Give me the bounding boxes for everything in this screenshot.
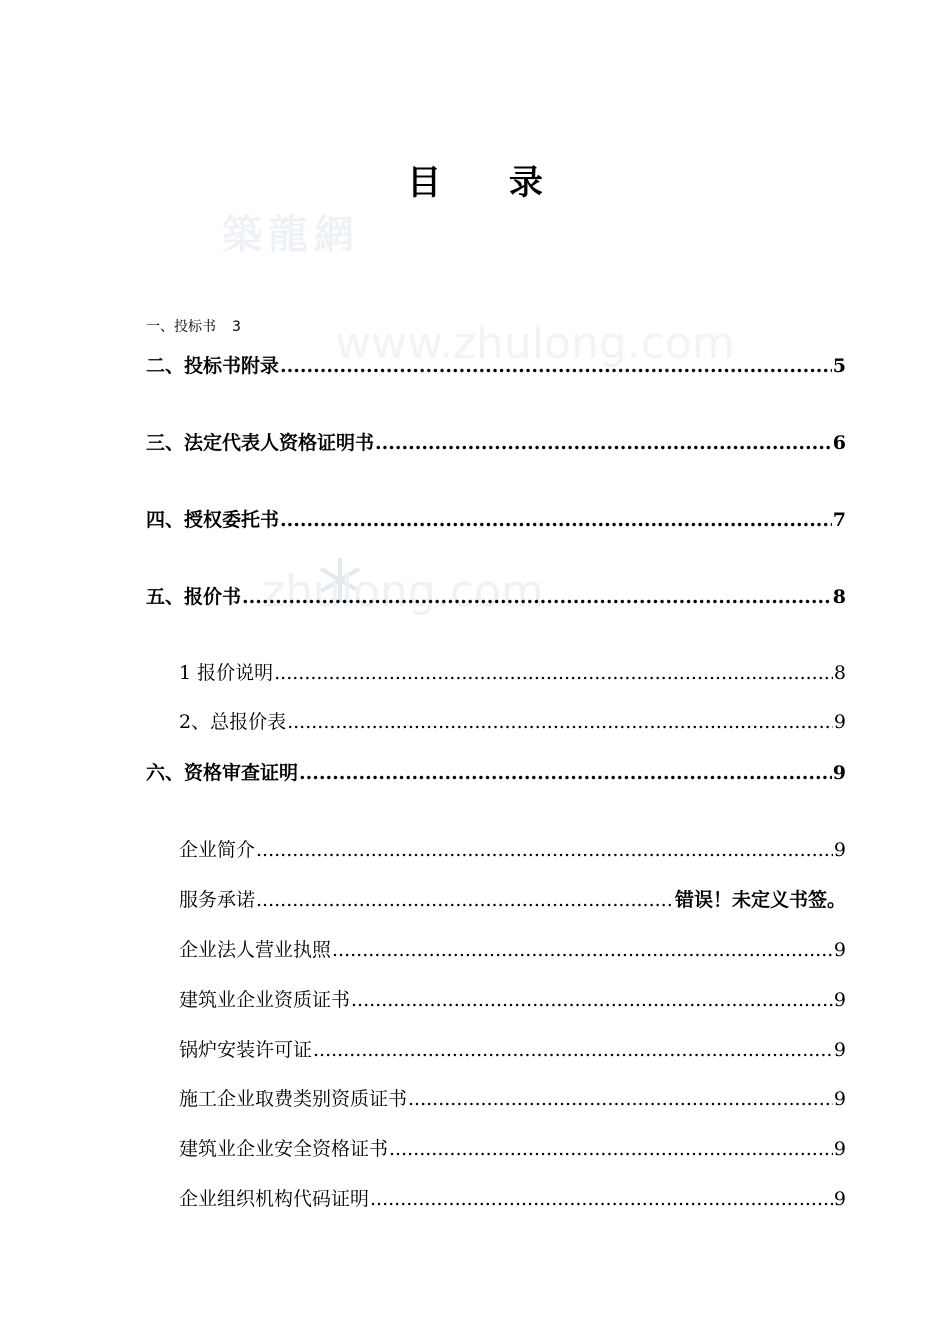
toc-entry-page: 6 [832,432,846,454]
toc-entry-page: 9 [833,1039,846,1061]
toc-entry-page: 7 [832,509,846,531]
toc-entry-page: 3 [232,319,241,335]
toc-entry-label: 企业组织机构代码证明 [179,1188,370,1210]
toc-leader-dots [370,1188,833,1210]
toc-entry-page: 9 [833,711,846,733]
toc-entry-label: 建筑业企业资质证书 [179,989,351,1011]
toc-entry-page: 8 [832,586,846,608]
toc-entry-page: 9 [832,762,846,784]
toc-entry-business-license[interactable] [179,935,846,962]
toc-leader-dots [408,1088,833,1110]
toc-entry-bid-appendix[interactable] [146,351,846,378]
toc-entry-page: 5 [832,355,846,377]
toc-entry-label: 五、报价书 [146,586,242,608]
watermark-url: www.zhulong.com [335,318,735,369]
toc-entry-safety-certificate[interactable] [179,1134,846,1161]
toc-leader-dots [375,432,832,454]
toc-entry-label: 三、法定代表人资格证明书 [146,432,375,454]
toc-leader-dots [256,889,674,911]
toc-entry-boiler-license[interactable] [179,1035,846,1062]
toc-entry-page: 9 [833,939,846,961]
toc-entry-plain[interactable] [146,316,241,336]
toc-leader-dots [256,839,833,861]
toc-entry-label: 企业法人营业执照 [179,939,332,961]
toc-entry-page: 9 [833,1188,846,1210]
toc-leader-dots [299,762,832,784]
toc-entry-label: 一、投标书 [146,319,216,335]
toc-entry-construction-qualification[interactable] [179,985,846,1012]
toc-leader-dots [351,989,833,1011]
toc-entry-error: 错误！未定义书签。 [674,889,846,911]
toc-entry-quotation-notes[interactable] [179,658,846,685]
toc-leader-dots [242,586,832,608]
watermark-url-2: zhulong.com [262,566,544,617]
toc-entry-page: 9 [833,989,846,1011]
toc-entry-label: 施工企业取费类别资质证书 [179,1088,408,1110]
toc-entry-page: 9 [833,1088,846,1110]
toc-entry-qualification-review[interactable] [146,758,846,785]
toc-entry-page: 9 [833,839,846,861]
watermark-logo: 築龍網 [222,211,360,258]
toc-entry-page: 8 [833,662,846,684]
toc-leader-dots [313,1039,833,1061]
toc-leader-dots [389,1138,833,1160]
toc-entry-total-quotation-table[interactable] [179,707,846,734]
toc-entry-label: 六、资格审查证明 [146,762,299,784]
toc-leader-dots [280,355,832,377]
toc-leader-dots [287,711,833,733]
toc-entry-label: 四、授权委托书 [146,509,280,531]
toc-entry-company-profile[interactable] [179,835,846,862]
toc-entry-label: 企业简介 [179,839,256,861]
toc-leader-dots [280,509,832,531]
page-title: 目 录 [407,163,571,203]
toc-entry-power-of-attorney[interactable] [146,505,846,532]
toc-entry-fee-category-certificate[interactable] [179,1084,846,1111]
toc-entry-label: 锅炉安装许可证 [179,1039,313,1061]
toc-entry-label: 建筑业企业安全资格证书 [179,1138,389,1160]
toc-leader-dots [332,939,833,961]
toc-entry-service-commitment[interactable] [179,885,846,912]
toc-entry-label: 二、投标书附录 [146,355,280,377]
toc-entry-label: 服务承诺 [179,889,256,911]
toc-entry-page: 9 [833,1138,846,1160]
toc-entry-label: 1 报价说明 [179,662,274,684]
toc-entry-organization-code[interactable] [179,1184,846,1211]
toc-entry-label: 2、总报价表 [179,711,287,733]
toc-leader-dots [274,662,833,684]
toc-entry-legal-rep-certificate[interactable] [146,428,846,455]
toc-entry-quotation[interactable] [146,582,846,609]
